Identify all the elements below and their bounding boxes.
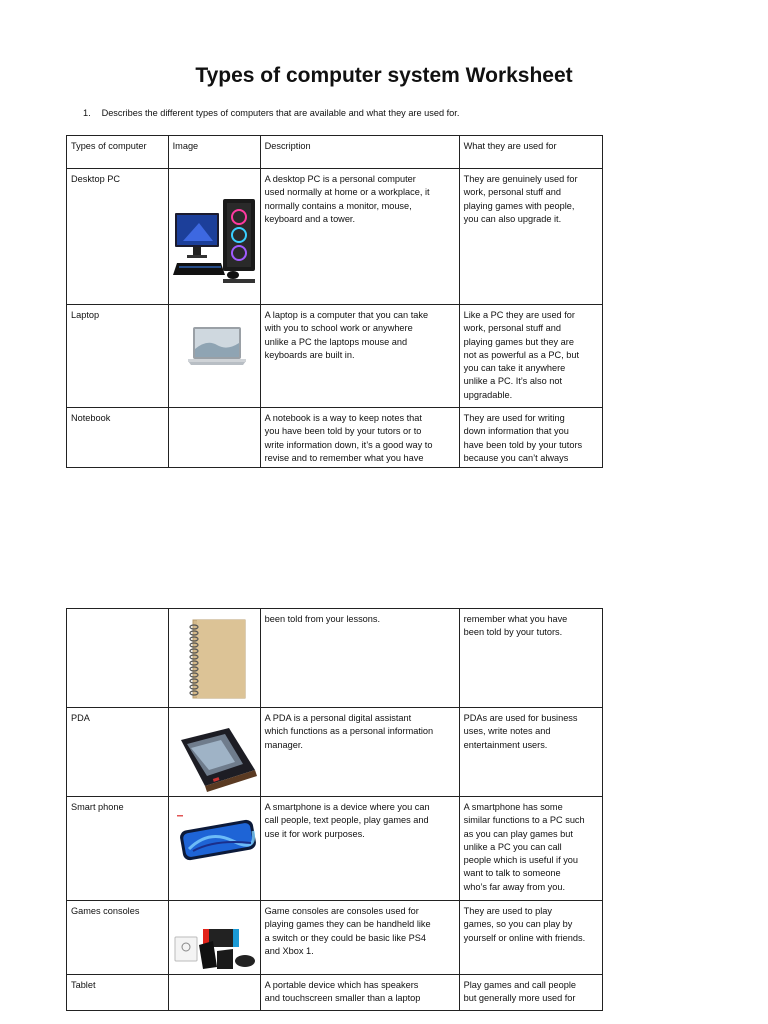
table-row [67, 609, 603, 708]
table-row [67, 901, 603, 975]
type-cell: Notebook [67, 408, 169, 468]
table-row [67, 408, 603, 468]
description-cell: A portable device which has speakers and touchscreen smaller than a laptop [260, 975, 459, 1011]
pda-image [173, 722, 259, 792]
type-cell [67, 609, 169, 708]
header-image: Image [168, 136, 260, 169]
description-cell: A notebook is a way to keep notes that you have been told by your tutors or to write information down, it’s a good way to revise and to remember what you have [260, 408, 459, 468]
computer-types-table-continued [66, 608, 603, 1011]
question-number: 1. [83, 108, 91, 118]
question-text: Describes the different types of computers that are available and what they are used for. [101, 108, 460, 118]
header-use: What they are used for [459, 136, 602, 169]
notebook-image [187, 619, 247, 699]
description-cell: Game consoles are consoles used for playing games they can be handheld like a switch or they could be basic like PS4 and Xbox 1. [260, 901, 459, 975]
image-cell [168, 708, 260, 797]
image-cell [168, 901, 260, 975]
use-cell: They are used for writing down information that you have been told by your tutors because you can’t always [459, 408, 602, 468]
desktop-pc-image [173, 195, 259, 287]
use-cell: They are used to play games, so you can play by yourself or online with friends. [459, 901, 602, 975]
type-cell: Tablet [67, 975, 169, 1011]
smartphone-image [175, 811, 257, 861]
image-cell [168, 408, 260, 468]
use-cell: They are genuinely used for work, personal stuff and playing games with people, you can also upgrade it. [459, 169, 602, 305]
use-cell: Like a PC they are used for work, personal stuff and playing games but they are not as powerful as a PC, but you can take it anywhere unlike a PC. It’s also not upgradable. [459, 305, 602, 408]
type-cell: Games consoles [67, 901, 169, 975]
description-cell: A PDA is a personal digital assistant which functions as a personal information manager. [260, 708, 459, 797]
description-cell: A smartphone is a device where you can call people, text people, play games and use it for work purposes. [260, 797, 459, 901]
image-cell [168, 609, 260, 708]
description-cell: A desktop PC is a personal computer used normally at home or a workplace, it normally contains a monitor, mouse, keyboard and a tower. [260, 169, 459, 305]
use-cell: remember what you have been told by your tutors. [459, 609, 602, 708]
table-row [67, 305, 603, 408]
table-row [67, 975, 603, 1011]
image-cell [168, 305, 260, 408]
description-cell: been told from your lessons. [260, 609, 459, 708]
image-cell [168, 797, 260, 901]
header-type: Types of computer [67, 136, 169, 169]
question-1 [83, 108, 459, 118]
table-row [67, 708, 603, 797]
game-consoles-image [173, 921, 257, 971]
type-cell: Smart phone [67, 797, 169, 901]
use-cell: PDAs are used for business uses, write notes and entertainment users. [459, 708, 602, 797]
type-cell: Desktop PC [67, 169, 169, 305]
laptop-image [187, 325, 247, 367]
type-cell: Laptop [67, 305, 169, 408]
table-header-row [67, 136, 603, 169]
type-cell: PDA [67, 708, 169, 797]
image-cell [168, 169, 260, 305]
image-cell [168, 975, 260, 1011]
computer-types-table [66, 135, 603, 468]
header-description: Description [260, 136, 459, 169]
table-row [67, 797, 603, 901]
table-row [67, 169, 603, 305]
use-cell: A smartphone has some similar functions to a PC such as you can play games but unlike a PC you can call people which is useful if you want to talk to someone who’s far away from you. [459, 797, 602, 901]
worksheet-title: Types of computer system Worksheet [195, 64, 573, 87]
description-cell: A laptop is a computer that you can take with you to school work or anywhere unlike a PC the laptops mouse and keyboards are built in. [260, 305, 459, 408]
use-cell: Play games and call people but generally more used for [459, 975, 602, 1011]
